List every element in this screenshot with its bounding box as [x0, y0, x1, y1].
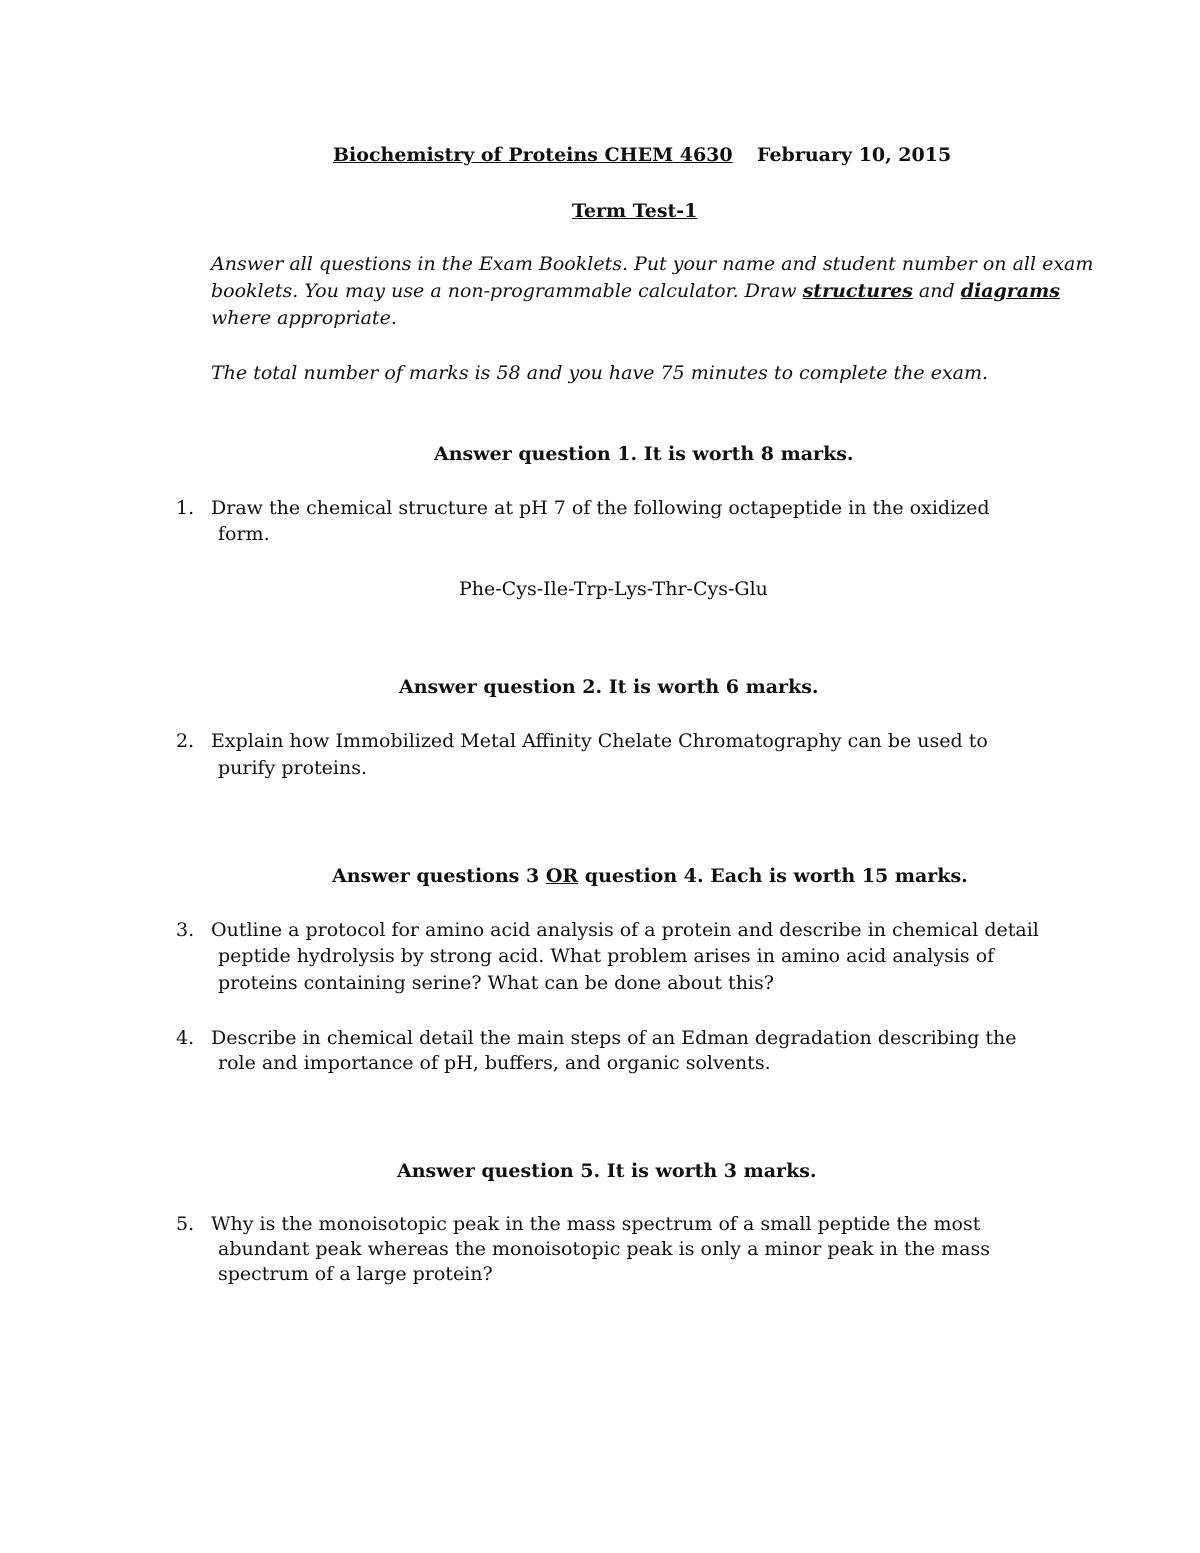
instructions-line-1: Answer all questions in the Exam Booklets. Put your name and student number on all exam	[211, 253, 1094, 275]
question-4-number: 4.	[176, 1027, 195, 1049]
question-1-line-1: Draw the chemical structure at pH 7 of the following octapeptide in the oxidized	[211, 497, 990, 519]
emphasis-diagrams: diagrams	[960, 280, 1060, 302]
question-4-line-1: Describe in chemical detail the main steps of an Edman degradation describing the	[211, 1027, 1017, 1049]
question-1-line-2: form.	[218, 523, 270, 545]
section-3-heading-rest: question 4. Each is worth 15 marks.	[578, 865, 968, 887]
emphasis-structures: structures	[802, 280, 913, 302]
question-3-number: 3.	[176, 919, 195, 941]
question-2-number: 2.	[176, 730, 195, 752]
instructions-line-3: where appropriate.	[211, 307, 397, 329]
question-5-number: 5.	[176, 1213, 195, 1235]
question-2-line-1: Explain how Immobilized Metal Affinity Chelate Chromatography can be used to	[211, 730, 988, 752]
question-3-line-2: peptide hydrolysis by strong acid. What problem arises in amino acid analysis of	[218, 945, 995, 967]
course-title: Biochemistry of Proteins CHEM 4630	[333, 144, 733, 166]
question-4-line-2: role and importance of pH, buffers, and organic solvents.	[218, 1052, 771, 1074]
question-1-number: 1.	[176, 497, 195, 519]
question-5-line-3: spectrum of a large protein?	[218, 1263, 493, 1285]
instructions-line-2-text: booklets. You may use a non-programmable calculator. Draw	[211, 280, 803, 302]
test-title: Term Test-1	[572, 200, 698, 222]
question-2-line-2: purify proteins.	[218, 757, 368, 779]
total-marks-note: The total number of marks is 58 and you have 75 minutes to complete the exam.	[211, 362, 989, 384]
section-3-heading-text: Answer questions 3	[332, 865, 546, 887]
question-3-line-3: proteins containing serine? What can be done about this?	[218, 972, 774, 994]
question-5-line-1: Why is the monoisotopic peak in the mass spectrum of a small peptide the most	[211, 1213, 981, 1235]
question-5-line-2: abundant peak whereas the monoisotopic peak is only a minor peak in the mass	[218, 1238, 990, 1260]
instructions-line-2	[211, 280, 1060, 302]
section-1-heading: Answer question 1. It is worth 8 marks.	[434, 443, 854, 465]
exam-date: February 10, 2015	[757, 144, 952, 166]
instructions-and: and	[912, 280, 961, 302]
section-3-heading	[332, 865, 968, 887]
question-3-line-1: Outline a protocol for amino acid analysis of a protein and describe in chemical detail	[211, 919, 1039, 941]
peptide-sequence: Phe-Cys-Ile-Trp-Lys-Thr-Cys-Glu	[459, 578, 768, 600]
section-3-heading-or: OR	[545, 865, 579, 887]
section-4-heading: Answer question 5. It is worth 3 marks.	[397, 1160, 817, 1182]
section-2-heading: Answer question 2. It is worth 6 marks.	[399, 676, 819, 698]
